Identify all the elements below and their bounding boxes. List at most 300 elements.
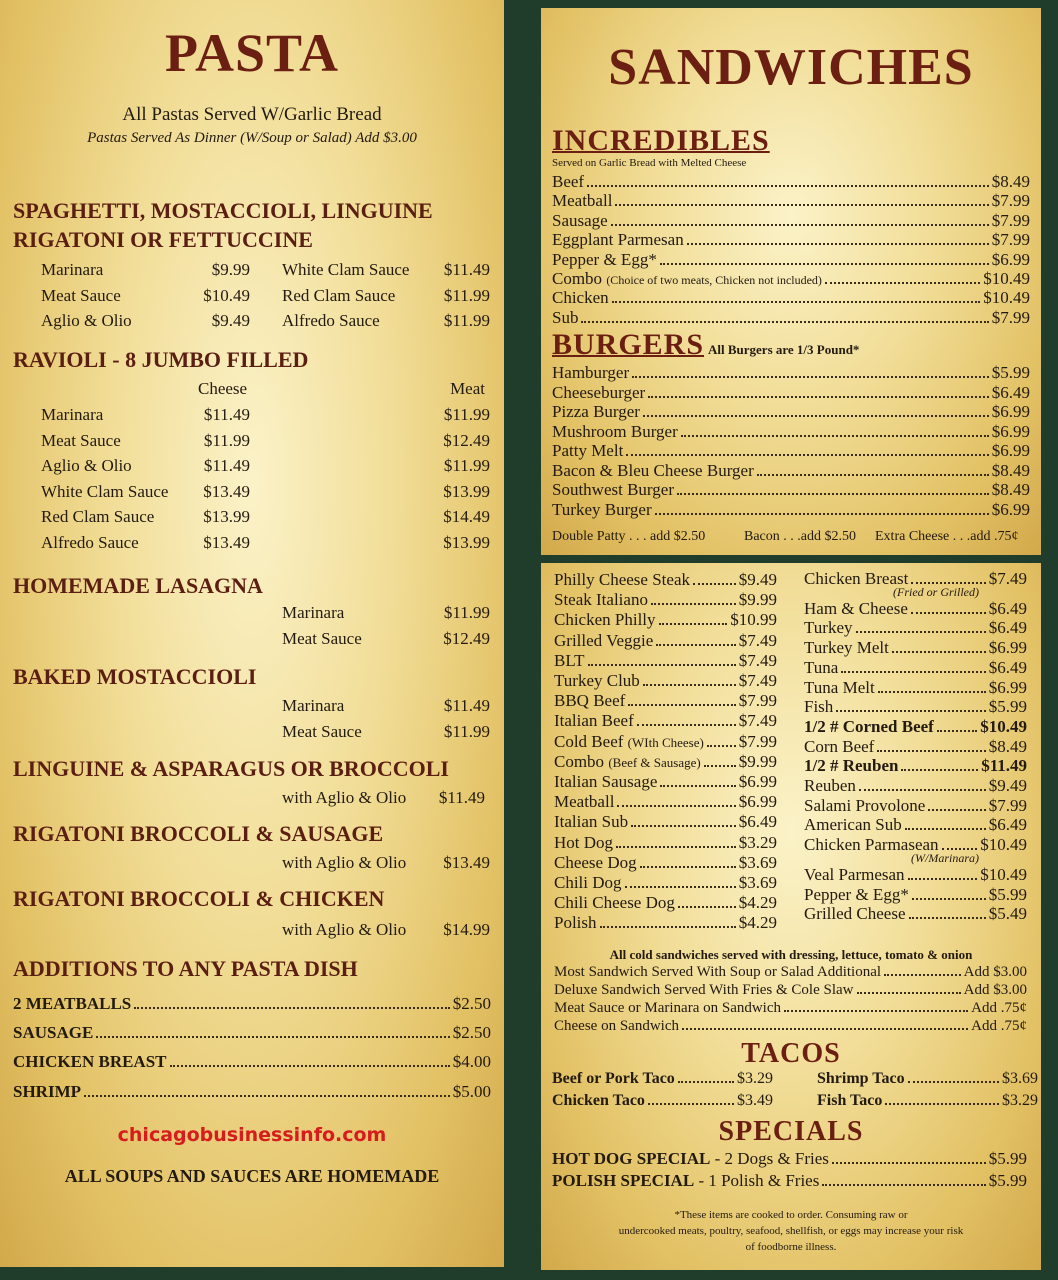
- dot-leader: [693, 583, 736, 585]
- spaghetti-item-price: $9.99: [211, 260, 250, 279]
- disclaimer-line-1: *These items are cooked to order. Consuming raw or: [674, 1209, 908, 1221]
- spaghetti-item-price: $11.99: [443, 311, 490, 330]
- item-name: Cheese Dog: [554, 852, 637, 872]
- incredibles-row: [552, 269, 1030, 289]
- incredibles-row: [552, 308, 1030, 328]
- item-name: Chicken Philly: [554, 610, 656, 630]
- spaghetti-item-name: Aglio & Olio: [41, 311, 132, 330]
- sandwich-left-row: [554, 631, 777, 651]
- item-name: CHICKEN BREAST: [13, 1052, 167, 1072]
- taco-row: [817, 1070, 1038, 1088]
- item-price: $9.99: [738, 590, 777, 610]
- dot-leader: [611, 224, 989, 226]
- sandwich-row-note: (W/Marinara): [911, 850, 979, 865]
- sandwich-left-row: [554, 610, 777, 630]
- item-name: Hamburger: [552, 363, 630, 382]
- dot-leader: [678, 1081, 734, 1083]
- item-name: Fish Taco: [817, 1092, 883, 1109]
- item-name: Polish: [554, 913, 597, 933]
- linguine-asparagus-sub: with Aglio & Olio: [282, 788, 407, 807]
- special-desc: - 1 Polish & Fries: [694, 1170, 820, 1190]
- item-price: $9.49: [738, 570, 777, 589]
- item-price: $6.99: [991, 499, 1030, 519]
- item-price: $3.49: [737, 1092, 773, 1109]
- item-name: Corn Beef: [804, 736, 875, 756]
- burger-row: [552, 480, 1030, 500]
- item-price: $4.29: [738, 893, 777, 913]
- item-name: Patty Melt: [552, 441, 624, 460]
- item-name: Beef: [552, 172, 585, 191]
- item-name: Meatball: [554, 792, 615, 812]
- baked-heading: BAKED MOSTACCIOLI: [13, 664, 257, 689]
- item-name: BLT: [554, 650, 585, 670]
- item-name-main: Combo: [552, 269, 607, 288]
- ravioli-cheese-price: $13.49: [203, 481, 250, 501]
- item-name: 1/2 # Reuben: [804, 756, 899, 776]
- spaghetti-item-name: Meat Sauce: [41, 285, 121, 305]
- dot-leader: [892, 651, 986, 653]
- burger-row: [552, 422, 1030, 442]
- sandwich-right-row: [804, 865, 1027, 885]
- item-name: [552, 1171, 819, 1191]
- dot-leader: [942, 848, 978, 850]
- dot-leader: [911, 582, 985, 584]
- ravioli-meat-price: $11.99: [443, 405, 490, 424]
- dot-leader: [617, 805, 735, 807]
- sandwich-right-row: [804, 658, 1027, 678]
- dot-leader: [656, 644, 735, 646]
- dot-leader: [628, 704, 735, 706]
- dot-leader: [637, 724, 736, 726]
- dot-leader: [600, 926, 736, 928]
- item-name: 2 MEATBALLS: [13, 994, 132, 1013]
- item-price: $3.29: [737, 1070, 773, 1087]
- dot-leader: [648, 396, 989, 398]
- item-name: Turkey Melt: [804, 638, 889, 658]
- ravioli-cheese-price: $11.99: [203, 430, 250, 450]
- ravioli-cheese-price: $13.99: [203, 507, 250, 527]
- sandwich-right-row: [804, 737, 1027, 757]
- item-price: $7.49: [738, 671, 777, 690]
- pasta-subtitle: All Pastas Served W/Garlic Bread: [122, 104, 382, 125]
- ravioli-item-name: Alfredo Sauce: [41, 533, 139, 552]
- item-name: Veal Parmesan: [804, 864, 905, 884]
- sandwich-left-row: [554, 792, 777, 812]
- cold-sandwich-note: All cold sandwiches served with dressing, lettuce, tomato & onion: [609, 947, 973, 962]
- item-name-note: (Choice of two meats, Chicken not included): [606, 273, 822, 287]
- extra-row: [554, 982, 1027, 999]
- item-price: $3.29: [738, 832, 777, 852]
- addition-row: [13, 994, 491, 1014]
- pasta-dinner-note: Pastas Served As Dinner (W/Soup or Salad) Add $3.00: [87, 130, 417, 146]
- spaghetti-item-name: Marinara: [41, 260, 104, 279]
- dot-leader: [660, 263, 989, 265]
- item-price: $6.99: [988, 677, 1027, 697]
- dot-leader: [836, 710, 985, 712]
- dot-leader: [170, 1065, 450, 1067]
- item-name: Steak Italiano: [554, 590, 648, 610]
- dot-leader: [822, 1184, 985, 1186]
- dot-leader: [878, 691, 986, 693]
- item-price: $6.99: [991, 421, 1030, 441]
- dot-leader: [909, 917, 986, 919]
- item-name: [552, 269, 822, 289]
- dot-leader: [687, 243, 989, 245]
- item-name: Turkey: [804, 618, 853, 638]
- spaghetti-item-price: $11.49: [443, 260, 490, 279]
- item-price: $4.00: [452, 1052, 491, 1072]
- dot-leader: [96, 1036, 449, 1038]
- item-price: $7.99: [991, 230, 1030, 250]
- sandwich-right-row: [804, 599, 1027, 619]
- item-price: $9.49: [988, 776, 1027, 795]
- burger-addon-double: Double Patty . . . add $2.50: [552, 529, 706, 544]
- dot-leader: [587, 185, 989, 187]
- item-name: Grilled Veggie: [554, 630, 654, 650]
- item-name: [554, 752, 701, 772]
- sandwich-left-row: [554, 913, 777, 933]
- item-name: Italian Sub: [554, 812, 629, 832]
- incredibles-row: [552, 230, 1030, 250]
- dot-leader: [615, 204, 988, 206]
- item-price: Add $3.00: [963, 964, 1027, 980]
- burger-row: [552, 441, 1030, 461]
- item-name: Pizza Burger: [552, 402, 640, 421]
- dot-leader: [612, 301, 981, 303]
- linguine-asparagus-heading: LINGUINE & ASPARAGUS OR BROCCOLI: [13, 756, 449, 781]
- item-price: $5.49: [988, 904, 1027, 924]
- ravioli-cheese-price: $11.49: [203, 456, 250, 476]
- sandwich-right-row: [804, 697, 1027, 717]
- item-name: Meatball: [552, 191, 613, 211]
- lasagna-item-price: $12.49: [443, 628, 490, 648]
- baked-item-name: Marinara: [282, 696, 345, 715]
- item-price: $7.49: [738, 711, 777, 731]
- rigatoni-chicken-heading: RIGATONI BROCCOLI & CHICKEN: [13, 886, 385, 911]
- ravioli-cheese-price: $13.49: [203, 533, 250, 552]
- dot-leader: [681, 435, 989, 437]
- sandwich-left-row: [554, 570, 777, 590]
- burger-row: [552, 383, 1030, 403]
- item-name: Reuben: [804, 776, 856, 795]
- item-price: $5.99: [988, 697, 1027, 717]
- item-price: $10.49: [980, 864, 1027, 884]
- sandwich-right-row: [804, 638, 1027, 658]
- rigatoni-sausage-sub: with Aglio & Olio: [282, 853, 407, 872]
- spaghetti-item-price: $9.49: [211, 311, 250, 330]
- item-name: Fish: [804, 697, 834, 717]
- item-name: Hot Dog: [554, 832, 614, 852]
- dot-leader: [707, 745, 736, 747]
- rigatoni-chicken-price: $14.99: [443, 920, 490, 939]
- dot-leader: [643, 684, 736, 686]
- dot-leader: [937, 730, 977, 732]
- item-price: $6.49: [991, 382, 1030, 402]
- lasagna-item-name: Marinara: [282, 603, 345, 622]
- spaghetti-item-name: White Clam Sauce: [282, 260, 410, 279]
- dot-leader: [841, 671, 985, 673]
- item-name: American Sub: [804, 815, 902, 835]
- special-desc: - 2 Dogs & Fries: [710, 1149, 829, 1168]
- baked-item-name: Meat Sauce: [282, 721, 362, 741]
- dot-leader: [625, 886, 736, 888]
- lasagna-heading: HOMEMADE LASAGNA: [13, 573, 263, 598]
- sandwiches-top-panel: [541, 8, 1041, 555]
- ravioli-cheese-price: $11.49: [203, 405, 250, 424]
- sandwich-left-row: [554, 893, 777, 913]
- item-price: $6.49: [988, 618, 1027, 638]
- burger-addon-cheese: Extra Cheese . . .add .75¢: [875, 529, 1019, 544]
- item-price: $3.29: [1002, 1092, 1038, 1109]
- dot-leader: [884, 974, 961, 976]
- dot-leader: [682, 1028, 968, 1030]
- ravioli-meat-price: $13.99: [443, 533, 490, 552]
- dot-leader: [757, 474, 989, 476]
- ravioli-heading: RAVIOLI - 8 JUMBO FILLED: [13, 347, 309, 372]
- tacos-heading: TACOS: [741, 1038, 841, 1069]
- special-row: [552, 1149, 1027, 1169]
- item-name: Shrimp Taco: [817, 1070, 905, 1087]
- sandwich-left-row: [554, 812, 777, 832]
- incredibles-row: [552, 172, 1030, 192]
- addition-row: [13, 1052, 491, 1072]
- item-name: Chili Cheese Dog: [554, 893, 675, 913]
- item-name: Beef or Pork Taco: [552, 1070, 675, 1087]
- disclaimer-line-2: undercooked meats, poultry, seafood, shellfish, or eggs may increase your risk: [618, 1225, 964, 1237]
- item-price: $6.99: [738, 792, 777, 812]
- sandwich-left-row: [554, 772, 777, 792]
- item-price: $5.99: [988, 884, 1027, 904]
- sandwich-left-row: [554, 671, 777, 691]
- dot-leader: [616, 846, 736, 848]
- item-price: $2.50: [452, 1023, 491, 1043]
- item-price: Add .75¢: [971, 1018, 1027, 1034]
- pasta-panel: [0, 0, 504, 1267]
- dot-leader: [856, 631, 986, 633]
- burgers-note: All Burgers are 1/3 Pound*: [708, 342, 860, 357]
- item-price: $6.49: [738, 812, 777, 832]
- dot-leader: [825, 282, 980, 284]
- ravioli-item-name: Red Clam Sauce: [41, 507, 155, 527]
- item-price: Add .75¢: [971, 1000, 1027, 1016]
- sandwich-left-row: [554, 752, 777, 772]
- addition-row: [13, 1023, 491, 1043]
- incredibles-row: [552, 191, 1030, 211]
- item-price: $11.49: [981, 756, 1027, 776]
- sandwich-left-row: [554, 691, 777, 711]
- burgers-heading: BURGERS: [552, 328, 705, 361]
- dot-leader: [648, 1103, 734, 1105]
- item-name: Chicken Parmasean: [804, 835, 939, 855]
- item-price: $4.29: [738, 913, 777, 933]
- sandwich-left-row: [554, 590, 777, 610]
- spaghetti-item-price: $10.49: [203, 285, 250, 305]
- item-price: $10.49: [983, 288, 1030, 308]
- item-name: Cheese on Sandwich: [554, 1018, 679, 1034]
- dot-leader: [911, 612, 986, 614]
- incredibles-row: [552, 288, 1030, 308]
- item-name: Pepper & Egg*: [552, 249, 657, 269]
- special-name: HOT DOG SPECIAL: [552, 1149, 711, 1168]
- item-price: $5.99: [991, 363, 1030, 382]
- dot-leader: [659, 623, 728, 625]
- item-name: Salami Provolone: [804, 795, 926, 815]
- item-name: Deluxe Sandwich Served With Fries & Cole Slaw: [554, 982, 854, 998]
- item-name: Cheeseburger: [552, 382, 646, 402]
- burger-row: [552, 500, 1030, 520]
- sandwich-left-row: [554, 651, 777, 671]
- linguine-asparagus-price: $11.49: [438, 788, 485, 807]
- dot-leader: [877, 750, 985, 752]
- dot-leader: [651, 603, 736, 605]
- item-price: $6.99: [988, 638, 1027, 658]
- item-name: Tuna: [804, 657, 839, 677]
- rigatoni-sausage-price: $13.49: [443, 853, 490, 872]
- item-price: $7.49: [738, 630, 777, 650]
- dot-leader: [908, 1081, 999, 1083]
- sandwich-right-row: [804, 904, 1027, 924]
- item-price: $6.99: [738, 772, 777, 791]
- sandwich-right-row: [804, 618, 1027, 638]
- extra-row: [554, 1000, 1027, 1017]
- item-name: Chicken Breast: [804, 569, 909, 588]
- dot-leader: [631, 825, 736, 827]
- item-name-note: (WIth Cheese): [627, 734, 704, 750]
- item-price: $3.69: [738, 852, 777, 872]
- item-price: $7.99: [738, 691, 777, 711]
- dot-leader: [84, 1095, 450, 1097]
- dot-leader: [643, 415, 989, 417]
- item-price: $7.99: [991, 191, 1030, 211]
- lasagna-item-name: Meat Sauce: [282, 628, 362, 648]
- item-price: $7.49: [988, 569, 1027, 588]
- baked-item-price: $11.99: [443, 721, 490, 741]
- sandwich-right-row: [804, 885, 1027, 905]
- item-name: Southwest Burger: [552, 480, 674, 499]
- sandwich-left-row: [554, 711, 777, 731]
- ravioli-meat-price: $11.99: [443, 456, 490, 476]
- item-name: Chicken: [552, 288, 609, 308]
- item-price: $7.99: [991, 210, 1030, 230]
- rigatoni-sausage-heading: RIGATONI BROCCOLI & SAUSAGE: [13, 821, 384, 846]
- ravioli-col-meat: Meat: [450, 379, 485, 398]
- addition-row: [13, 1082, 491, 1102]
- ravioli-meat-price: $14.49: [443, 507, 490, 527]
- dot-leader: [885, 1103, 999, 1105]
- sandwiches-title: SANDWICHES: [608, 39, 974, 96]
- item-price: $6.99: [991, 441, 1030, 460]
- dot-leader: [626, 454, 988, 456]
- item-price: $8.49: [991, 480, 1030, 499]
- incredibles-row: [552, 211, 1030, 231]
- sandwich-left-row: [554, 732, 777, 752]
- item-price: $7.99: [738, 731, 777, 751]
- dot-leader: [901, 769, 978, 771]
- item-price: $10.49: [980, 716, 1027, 736]
- taco-row: [817, 1092, 1038, 1110]
- item-name: Sausage: [552, 210, 608, 230]
- dot-leader: [632, 376, 989, 378]
- special-row: [552, 1171, 1027, 1191]
- dot-leader: [859, 789, 986, 791]
- dot-leader: [677, 493, 989, 495]
- item-price: $8.49: [988, 736, 1027, 756]
- item-name: Turkey Burger: [552, 499, 652, 519]
- dot-leader: [588, 664, 736, 666]
- item-price: $10.49: [980, 835, 1027, 855]
- sandwich-right-row: [804, 678, 1027, 698]
- ravioli-item-name: Aglio & Olio: [41, 456, 132, 476]
- additions-heading: ADDITIONS TO ANY PASTA DISH: [13, 956, 358, 981]
- spaghetti-item-name: Red Clam Sauce: [282, 285, 396, 305]
- item-name: Chicken Taco: [552, 1092, 645, 1109]
- pasta-footer: ALL SOUPS AND SAUCES ARE HOMEMADE: [64, 1166, 440, 1186]
- sandwich-left-row: [554, 833, 777, 853]
- item-name: SHRIMP: [13, 1081, 81, 1101]
- item-price: Add $3.00: [963, 982, 1027, 998]
- item-price: $6.99: [991, 249, 1030, 269]
- taco-row: [552, 1092, 773, 1110]
- special-name: POLISH SPECIAL: [552, 1170, 695, 1190]
- pasta-title: PASTA: [164, 23, 339, 83]
- ravioli-meat-price: $12.49: [443, 430, 490, 450]
- item-price: $5.99: [988, 1149, 1027, 1168]
- dot-leader: [784, 1010, 968, 1012]
- rigatoni-chicken-sub: with Aglio & Olio: [282, 920, 407, 939]
- item-name: BBQ Beef: [554, 691, 626, 711]
- sandwich-right-row: [804, 717, 1027, 737]
- item-name: Italian Beef: [554, 711, 634, 731]
- dot-leader: [660, 785, 735, 787]
- dot-leader: [832, 1162, 986, 1164]
- ravioli-meat-price: $13.99: [443, 481, 490, 501]
- specials-heading: SPECIALS: [718, 1116, 864, 1147]
- dot-leader: [134, 1007, 450, 1009]
- dot-leader: [912, 898, 986, 900]
- burger-row: [552, 461, 1030, 481]
- item-price: $6.99: [991, 402, 1030, 421]
- dot-leader: [655, 513, 989, 515]
- incredibles-heading: INCREDIBLES: [552, 124, 770, 157]
- extra-row: [554, 1018, 1027, 1035]
- dot-leader: [905, 828, 986, 830]
- item-name: Grilled Cheese: [804, 904, 906, 924]
- item-price: $6.49: [988, 657, 1027, 677]
- item-name: Mushroom Burger: [552, 421, 678, 441]
- dot-leader: [928, 809, 985, 811]
- item-name: [552, 1149, 829, 1169]
- dot-leader: [640, 866, 736, 868]
- incredibles-row: [552, 250, 1030, 270]
- item-name: 1/2 # Corned Beef: [804, 716, 934, 736]
- item-price: $7.99: [991, 307, 1030, 327]
- dot-leader: [908, 878, 978, 880]
- ravioli-item-name: Meat Sauce: [41, 430, 121, 450]
- dot-leader: [581, 321, 988, 323]
- sandwich-right-row: [804, 815, 1027, 835]
- item-name: Meat Sauce or Marinara on Sandwich: [554, 1000, 782, 1016]
- sandwich-left-row: [554, 873, 777, 893]
- item-price: $3.69: [1002, 1070, 1038, 1087]
- burger-row: [552, 363, 1030, 383]
- item-name: Philly Cheese Steak: [554, 570, 690, 589]
- taco-row: [552, 1070, 773, 1088]
- item-name: Chili Dog: [554, 873, 622, 892]
- dot-leader: [857, 992, 961, 994]
- disclaimer-line-3: of foodborne illness.: [745, 1241, 837, 1253]
- dot-leader: [678, 906, 736, 908]
- sandwich-row-note: (Fried or Grilled): [893, 584, 979, 599]
